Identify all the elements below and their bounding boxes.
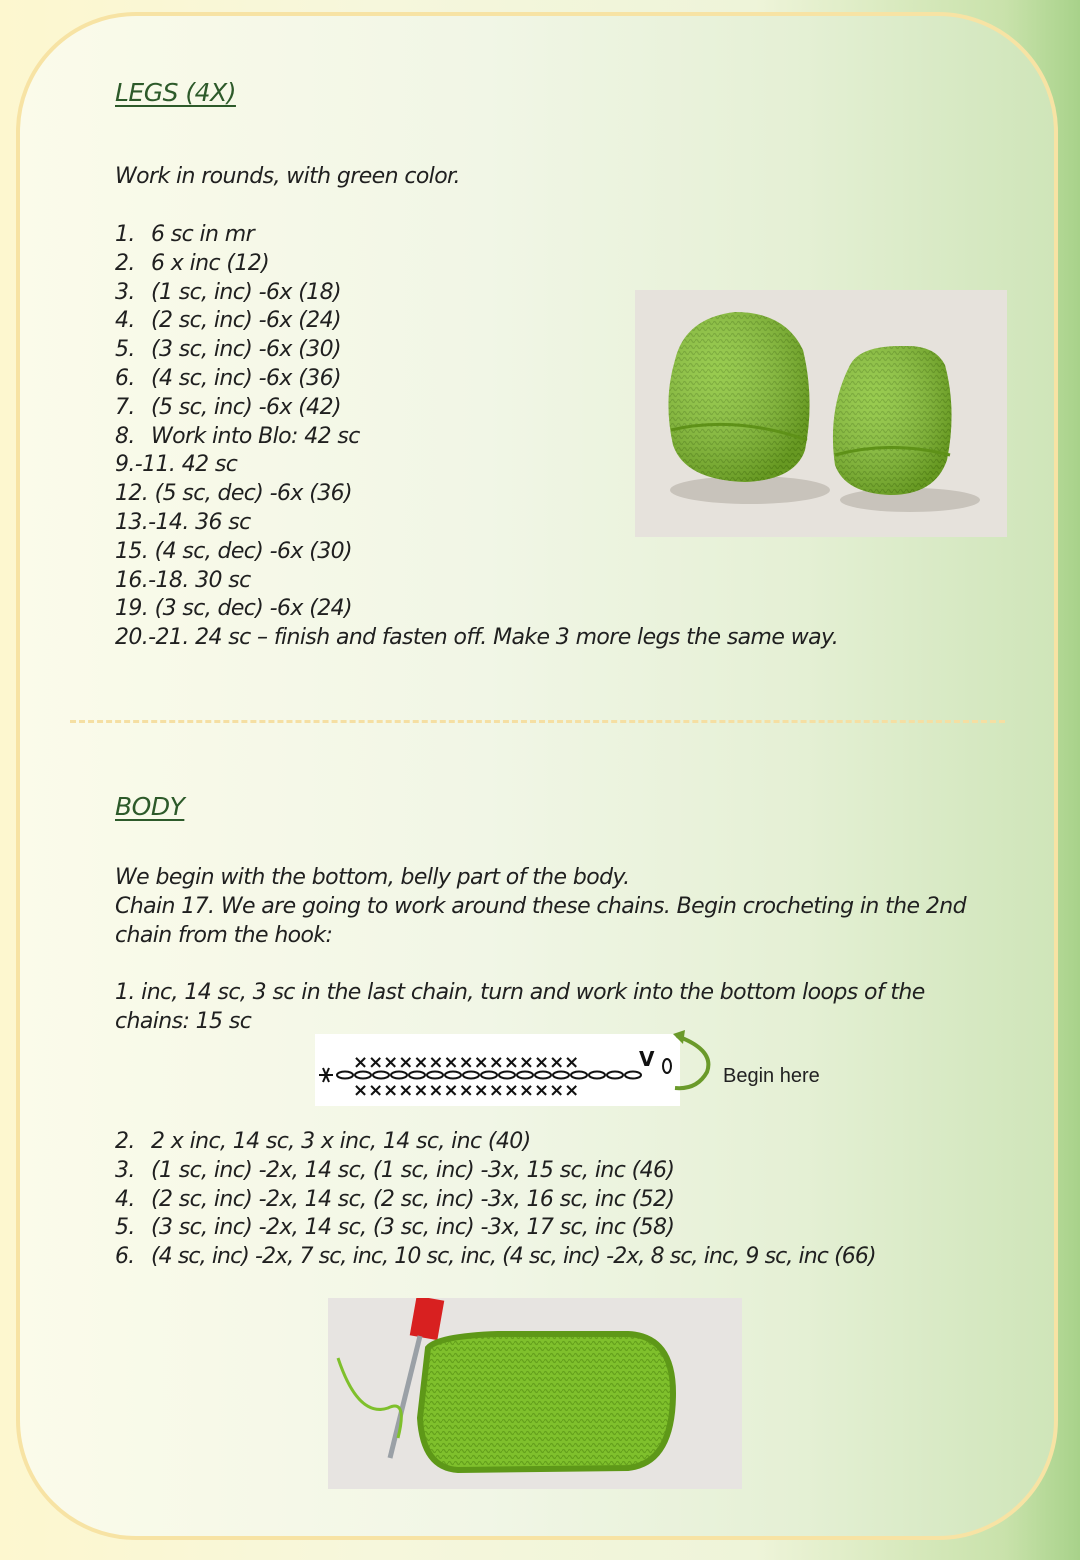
list-item: 5. (3 sc, inc) -2x, 14 sc, (3 sc, inc) -3x, 17 sc, inc (58) (115, 1215, 675, 1241)
leg-piece-left (668, 312, 809, 482)
list-item: 4. (2 sc, inc) -2x, 14 sc, (2 sc, inc) -3x, 16 sc, inc (52) (115, 1186, 675, 1212)
list-item: 3. (1 sc, inc) -2x, 14 sc, (1 sc, inc) -3x, 15 sc, inc (46) (115, 1157, 675, 1183)
list-item: 15. (4 sc, dec) -6x (30) (115, 538, 352, 564)
list-item: 9.-11. 42 sc (115, 452, 238, 478)
list-item: 20.-21. 24 sc – finish and fasten off. Make 3 more legs the same way. (115, 625, 839, 651)
inc-symbol: V (639, 1047, 655, 1071)
chart-top-row (353, 1052, 579, 1073)
oval-base-piece (420, 1334, 673, 1470)
list-item: 7. (5 sc, inc) -6x (42) (115, 394, 341, 420)
leg-piece-right (833, 346, 952, 495)
legs-photo (635, 290, 1007, 537)
stitch-diagram (315, 1030, 715, 1110)
list-item: 6. (4 sc, inc) -6x (36) (115, 365, 341, 391)
svg-text:×××××××××××××××: ××××××××××××××× (353, 1052, 580, 1073)
body-intro: We begin with the bottom, belly part of the body. Chain 17. We are going to work around these chains. Begin crocheting in the 2nd chain from the hook: (115, 865, 966, 948)
curved-arrow-icon (675, 1036, 708, 1088)
list-item: 5. (3 sc, inc) -6x (30) (115, 337, 341, 363)
body-round-1: 1. inc, 14 sc, 3 sc in the last chain, turn and work into the bottom loops of the chains: 15 sc (115, 980, 925, 1034)
body-heading: BODY (115, 792, 185, 821)
legs-heading: LEGS (4X) (115, 78, 236, 107)
diagram-label: Begin here (723, 1065, 820, 1087)
section-divider (70, 720, 1005, 723)
list-item: 3. (1 sc, inc) -6x (18) (115, 279, 341, 305)
body-photo (328, 1298, 742, 1489)
list-item: 4. (2 sc, inc) -6x (24) (115, 308, 341, 334)
list-item: 19. (3 sc, dec) -6x (24) (115, 596, 352, 622)
chart-bottom-row (353, 1080, 579, 1101)
list-item: 2. 6 x inc (12) (115, 250, 270, 276)
svg-text:×××××××××××××××: ××××××××××××××× (353, 1080, 580, 1101)
list-item: 1. 6 sc in mr (115, 222, 255, 247)
list-item: 2. 2 x inc, 14 sc, 3 x inc, 14 sc, inc (40) (115, 1129, 531, 1154)
list-item: 16.-18. 30 sc (115, 567, 251, 593)
list-item: 13.-14. 36 sc (115, 509, 251, 535)
list-item: 8. Work into Blo: 42 sc (115, 423, 360, 449)
legs-intro: Work in rounds, with green color. (115, 164, 460, 189)
list-item: 12. (5 sc, dec) -6x (36) (115, 481, 352, 507)
body-rounds-list (115, 1128, 876, 1272)
list-item: 6. (4 sc, inc) -2x, 7 sc, inc, 10 sc, inc, (4 sc, inc) -2x, 8 sc, inc, 9 sc, inc (66) (115, 1244, 876, 1270)
